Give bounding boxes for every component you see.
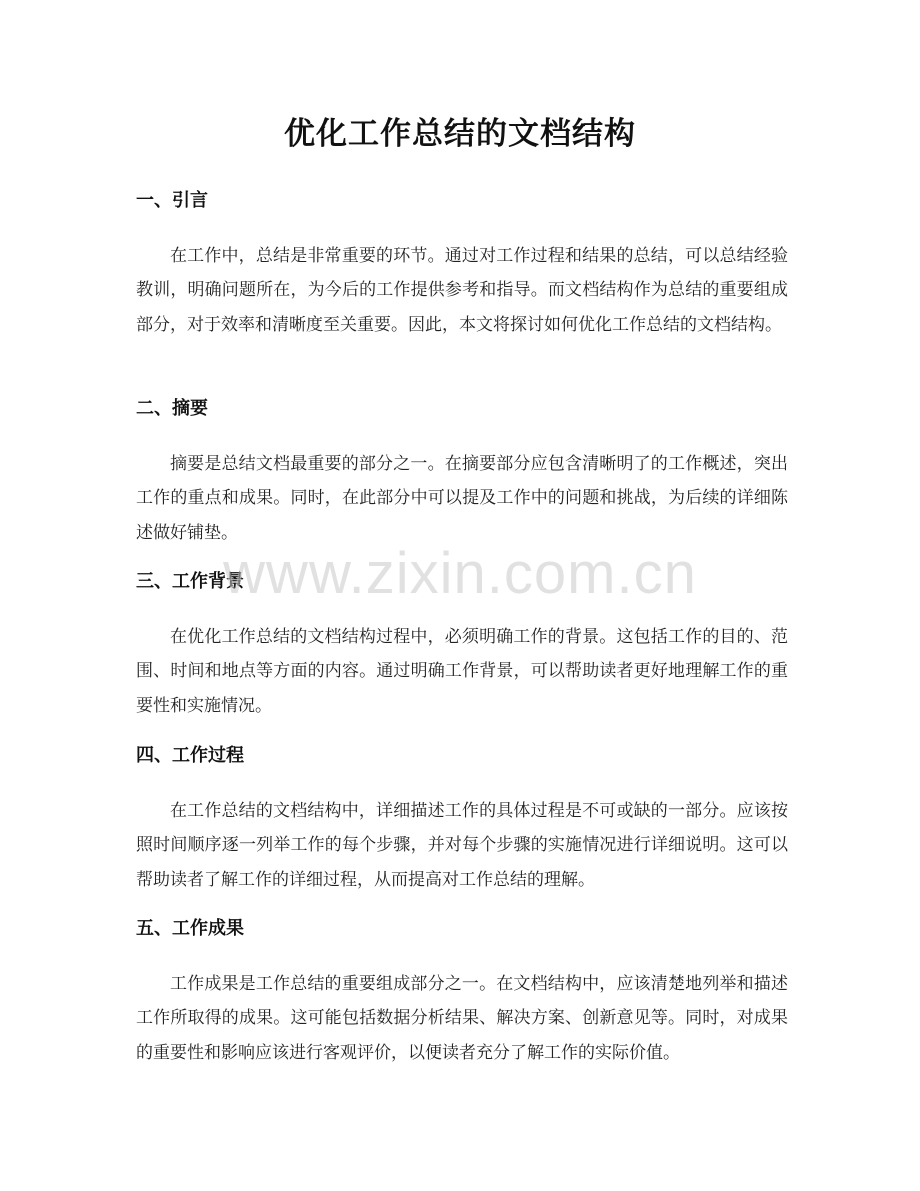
- section-heading: 三、工作背景: [136, 571, 244, 592]
- section-results: [136, 915, 788, 1070]
- section-heading: 五、工作成果: [136, 918, 244, 939]
- section-heading: 一、引言: [136, 190, 208, 211]
- section-paragraph: 摘要是总结文档最重要的部分之一。在摘要部分应包含清晰明了的工作概述，突出工作的重点和成果。同时，在此部分中可以提及工作中的问题和挑战，为后续的详细陈述做好铺垫。: [136, 454, 788, 543]
- section-introduction: [136, 187, 788, 342]
- section-heading: 四、工作过程: [136, 745, 244, 766]
- section-background: [136, 568, 788, 723]
- section-abstract: [136, 395, 788, 550]
- section-process: [136, 742, 788, 897]
- document-title: 优化工作总结的文档结构: [284, 116, 636, 152]
- section-paragraph: 在优化工作总结的文档结构过程中，必须明确工作的背景。这包括工作的目的、范围、时间和地点等方面的内容。通过明确工作背景，可以帮助读者更好地理解工作的重要性和实施情况。: [136, 627, 788, 716]
- watermark: www.zixin.com.cn: [223, 541, 697, 606]
- section-paragraph: 在工作中，总结是非常重要的环节。通过对工作过程和结果的总结，可以总结经验教训，明确问题所在，为今后的工作提供参考和指导。而文档结构作为总结的重要组成部分，对于效率和清晰度至关重要。因此，本文将探讨如何优化工作总结的文档结构。: [136, 246, 788, 335]
- section-paragraph: 在工作总结的文档结构中，详细描述工作的具体过程是不可或缺的一部分。应该按照时间顺序逐一列举工作的每个步骤，并对每个步骤的实施情况进行详细说明。这可以帮助读者了解工作的详细过程，从而提高对工作总结的理解。: [136, 801, 788, 890]
- section-heading: 二、摘要: [136, 398, 208, 419]
- section-paragraph: 工作成果是工作总结的重要组成部分之一。在文档结构中，应该清楚地列举和描述工作所取得的成果。这可能包括数据分析结果、解决方案、创新意见等。同时，对成果的重要性和影响应该进行客观评价，以便读者充分了解工作的实际价值。: [136, 974, 788, 1063]
